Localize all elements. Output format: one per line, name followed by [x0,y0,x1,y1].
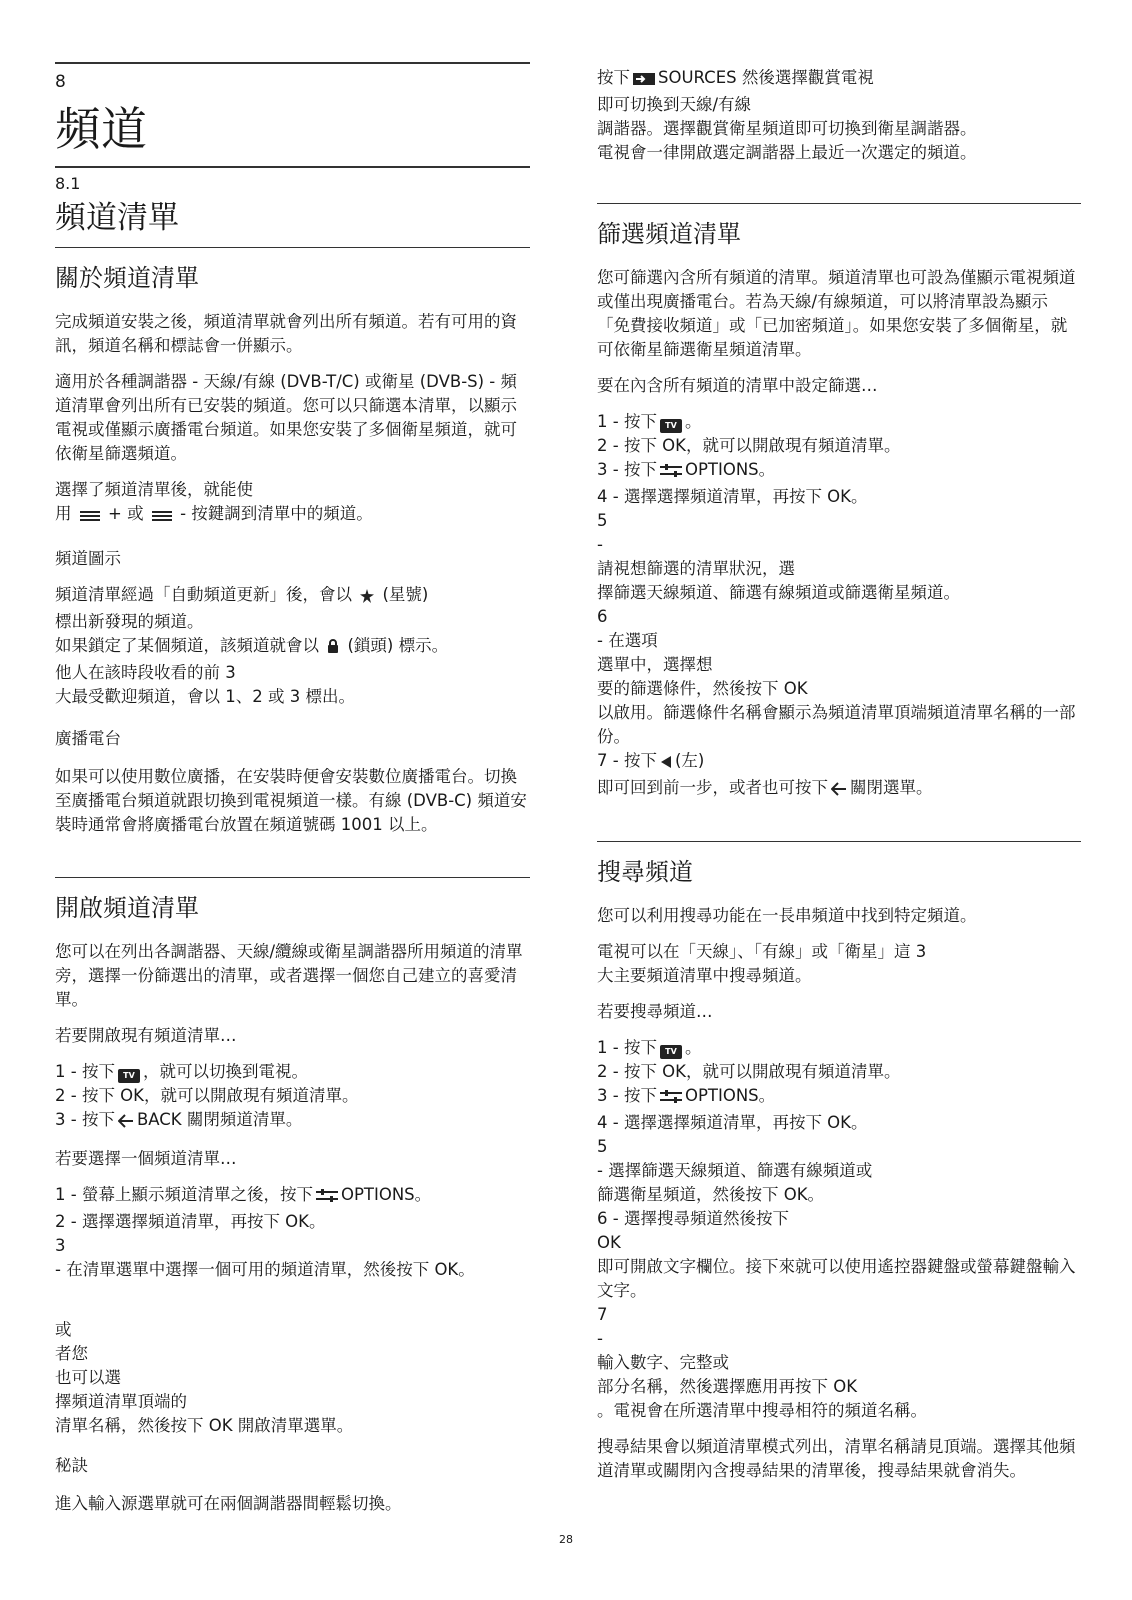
left-column [55,62,530,1516]
icons-line-1-suffix: (星號) [382,585,429,604]
channel-list-key-icon [80,505,100,529]
filter-step-6-line2: 選單中，選擇想 [597,655,713,674]
filter-step-6-line1: - 在選項 [597,631,658,650]
filter-step-6-line4: 以啟用。篩選條件名稱會顯示為頻道清單頂端頻道清單名稱的一部份。 [597,703,1076,746]
subsection-rule [55,247,530,248]
search-step-2: 2 - 按下 OK，就可以開啟現有頻道清單。 [597,1062,901,1081]
search-step-4: 4 - 選擇選擇頻道清單，再按下 OK。 [597,1113,868,1132]
search-step-7-line1: 輸入數字、完整或 [597,1353,729,1372]
about-paragraph-1: 完成頻道安裝之後，頻道清單就會列出所有頻道。若有可用的資訊，頻道名稱和標誌會一併顯示。 [55,312,517,355]
search-p2-line2: 大主要頻道清單中搜尋頻道。 [597,966,812,985]
sources-line-1-pre: 按下 [597,68,630,87]
tip-paragraph: 進入輸入源選單就可在兩個調諧器間輕鬆切換。 [55,1494,402,1513]
search-step-7-line2: 部分名稱，然後選擇應用再按下 OK [597,1377,858,1396]
icons-line-5: 大最受歡迎頻道，會以 1、2 或 3 標出。 [55,687,355,706]
right-column [597,66,1081,1483]
select-step-1-pre: 1 - 螢幕上顯示頻道清單之後，按下 [55,1185,313,1204]
search-rule [597,841,1081,842]
filter-step-7-post: (左) [674,751,705,770]
search-step-6-line1: 6 - 選擇搜尋頻道然後按下 [597,1209,789,1228]
open-paragraph-2: 若要開啟現有頻道清單… [55,1026,237,1045]
sources-line-1-post: SOURCES 然後選擇觀賞電視 [658,68,874,87]
filter-step-1-pre: 1 - 按下 [597,412,657,431]
or-line-2: 者您 [55,1344,88,1363]
filter-paragraph-2: 要在內含所有頻道的清單中設定篩選… [597,376,878,395]
open-paragraph-3: 若要選擇一個頻道清單… [55,1149,237,1168]
filter-step-6-line3: 要的篩選條件，然後按下 OK [597,679,808,698]
back-arrow-icon [118,1111,134,1135]
filter-step-1-post: 。 [684,412,702,431]
tv-key-icon: TV [118,1069,140,1083]
or-line-5: 清單名稱，然後按下 OK 開啟清單選單。 [55,1416,354,1435]
channel-list-key-icon-2 [152,505,172,529]
select-step-1 [55,1183,530,1210]
search-step-3 [597,1084,1081,1111]
search-step-7-dash: - [597,1329,603,1348]
chapter-rule [55,62,530,64]
search-step-3-post: OPTIONS。 [684,1086,776,1105]
search-step-5-line2: 篩選衛星頻道，然後按下 OK。 [597,1185,825,1204]
filter-step-3 [597,458,1081,485]
filter-paragraph-1: 您可篩選內含所有頻道的清單。頻道清單也可設為僅顯示電視頻道或僅出現廣播電台。若為天線/有線頻道，可以將清單設為顯示「免費接收頻道」或「已加密頻道」。如果您安裝了多個衛星，就可依衛星篩選衛星頻道清單。 [597,268,1076,359]
open-paragraph-1: 您可以在列出各調諧器、天線/纜線或衛星調諧器所用頻道的清單旁，選擇一份篩選出的清單，或者選擇一個您自己建立的喜愛清單。 [55,942,523,1009]
search-p2-line1: 電視可以在「天線」、「有線」或「衛星」這 3 [597,942,927,961]
search-step-7-num: 7 [597,1305,608,1324]
open-step-2: 2 - 按下 OK，就可以開啟現有頻道清單。 [55,1086,359,1105]
filter-step-7 [597,749,1081,776]
filter-step-3-post: OPTIONS。 [684,460,776,479]
options-icon [316,1186,338,1210]
chapter-title: 頻道 [55,102,147,156]
lock-icon [327,637,339,661]
select-step-1-post: OPTIONS。 [340,1185,432,1204]
about-heading: 關於頻道清單 [55,264,199,292]
about-p3-prefix: 用 [55,504,72,523]
filter-step-2: 2 - 按下 OK，就可以開啟現有頻道清單。 [597,436,901,455]
filter-step-4: 4 - 選擇選擇頻道清單，再按下 OK。 [597,487,868,506]
star-icon [360,586,374,610]
or-block [55,1318,530,1438]
search-steps [597,1036,1081,1423]
radio-paragraph: 如果可以使用數位廣播，在安裝時便會安裝數位廣播電台。切換至廣播電台頻道就跟切換到電視頻道一樣。有線 (DVB-C) 頻道安裝時通常會將廣播電台放置在頻道號碼 1001 以上。 [55,767,527,834]
search-paragraph-3: 若要搜尋頻道… [597,1002,713,1021]
about-p3-minus: - 按鍵調到清單中的頻道。 [180,504,373,523]
about-paragraph-3 [55,478,530,529]
open-step-3-post: BACK 關閉頻道清單。 [136,1110,303,1129]
select-step-3-num: 3 [55,1236,66,1255]
search-paragraph-1: 您可以利用搜尋功能在一長串頻道中找到特定頻道。 [597,906,977,925]
about-p3-line2 [55,502,530,529]
icons-line-2: 標出新發現的頻道。 [55,612,204,631]
tv-key-icon: TV [660,1045,682,1059]
search-step-5-line1: - 選擇篩選天線頻道、篩選有線頻道或 [597,1161,873,1180]
about-p3-line1: 選擇了頻道清單後，就能使 [55,480,253,499]
open-steps [55,1060,530,1135]
tv-key-icon: TV [660,419,682,433]
select-step-2: 2 - 選擇選擇頻道清單，再按下 OK。 [55,1212,326,1231]
select-steps [55,1183,530,1282]
filter-step-7-pre: 7 - 按下 [597,751,657,770]
filter-step-8-post: 關閉選單。 [850,778,933,797]
or-line-1: 或 [55,1320,72,1339]
filter-step-3-pre: 3 - 按下 [597,460,657,479]
icons-line-3-suffix: (鎖頭) 標示。 [347,636,449,655]
sources-line-1 [597,66,1081,93]
page-number: 28 [559,1533,573,1546]
filter-step-5-line1: 請視想篩選的清單狀況，選 [597,559,795,578]
filter-step-5-line2: 擇篩選天線頻道、篩選有線頻道或篩選衛星頻道。 [597,583,960,602]
section-rule [55,166,530,168]
icons-line-1 [55,583,530,610]
filter-step-8-pre: 即可回到前一步，或者也可按下 [597,778,828,797]
or-line-3: 也可以選 [55,1368,121,1387]
sources-line-4: 電視會一律開啟選定調諧器上最近一次選定的頻道。 [597,143,977,162]
open-step-1 [55,1060,530,1084]
open-step-3-pre: 3 - 按下 [55,1110,115,1129]
icons-line-3-text: 如果鎖定了某個頻道，該頻道就會以 [55,636,319,655]
radio-label: 廣播電台 [55,729,121,748]
icons-line-4: 他人在該時段收看的前 3 [55,663,236,682]
search-step-1-post: 。 [684,1038,702,1057]
search-paragraph-4: 搜尋結果會以頻道清單模式列出，清單名稱請見頂端。選擇其他頻道清單或關閉內含搜尋結果的清單後，搜尋結果就會消失。 [597,1437,1076,1480]
search-heading: 搜尋頻道 [597,858,693,886]
filter-step-5-num: 5 [597,511,608,530]
options-icon [660,1087,682,1111]
search-step-5-num: 5 [597,1137,608,1156]
search-step-7-line3: 。電視會在所選清單中搜尋相符的頻道名稱。 [597,1401,927,1420]
filter-heading: 篩選頻道清單 [597,220,741,248]
search-step-6-line2: OK [597,1233,621,1252]
filter-steps [597,410,1081,803]
open-heading: 開啟頻道清單 [55,894,199,922]
icons-line-3 [55,634,530,661]
or-line-4: 擇頻道清單頂端的 [55,1392,187,1411]
open-step-1-pre: 1 - 按下 [55,1062,115,1081]
sources-line-2: 即可切換到天線/有線 [597,95,752,114]
tip-label: 秘訣 [55,1456,88,1475]
search-step-3-pre: 3 - 按下 [597,1086,657,1105]
open-step-3 [55,1108,530,1135]
section-number: 8.1 [55,174,81,193]
icons-line-1-text: 頻道清單經過「自動頻道更新」後，會以 [55,585,352,604]
back-arrow-icon [831,779,847,803]
select-step-3-text: - 在清單選單中選擇一個可用的頻道清單，然後按下 OK。 [55,1260,475,1279]
chapter-number: 8 [55,72,66,92]
open-step-1-post: ，就可以切換到電視。 [142,1062,308,1081]
filter-step-5-dash: - [597,535,603,554]
search-step-1-pre: 1 - 按下 [597,1038,657,1057]
sources-icon [633,69,655,93]
search-step-6-line3: 即可開啟文字欄位。接下來就可以使用遙控器鍵盤或螢幕鍵盤輸入文字。 [597,1257,1076,1300]
filter-rule [597,203,1081,204]
filter-step-1 [597,410,1081,434]
filter-step-8 [597,776,1081,803]
filter-step-6-num: 6 [597,607,608,626]
open-rule [55,877,530,878]
left-triangle-icon [660,752,672,776]
about-paragraph-2: 適用於各種調諧器 - 天線/有線 (DVB-T/C) 或衛星 (DVB-S) - 頻道清單會列出所有已安裝的頻道。您可以只篩選本清單，以顯示電視或僅顯示廣播電台頻道。如果您安裝了多個衛星頻道，就可依衛星篩選頻道。 [55,372,517,463]
sources-line-3: 調諧器。選擇觀賞衛星頻道即可切換到衛星調諧器。 [597,119,977,138]
search-step-1 [597,1036,1081,1060]
section-title: 頻道清單 [55,200,179,236]
search-paragraph-2 [597,940,1081,988]
channel-icons-paragraph [55,583,530,709]
options-icon [660,461,682,485]
about-p3-plus: + 或 [108,504,144,523]
sources-block [597,66,1081,165]
channel-icons-label: 頻道圖示 [55,549,121,568]
